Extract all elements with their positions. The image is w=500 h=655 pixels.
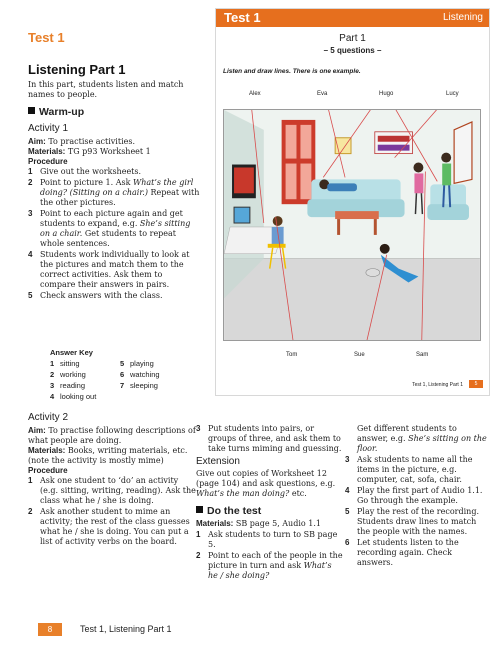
activity1-step: 1 Give out the worksheets. [28, 167, 142, 176]
intro-text: In this part, students listen and match names to people. [28, 80, 184, 99]
name-sam: Sam [416, 352, 429, 358]
answer-key-item: 5 playing [120, 359, 154, 368]
activity2-step: 2 Ask another student to mime an activity; the rest of the class guesses what he / she is doing. You can put a list of activity verbs on the board. [28, 507, 190, 546]
panel-footer-text: Test 1, Listening Part 1 [412, 382, 463, 388]
test-step: 2 Point to each of the people in the picture in turn and ask What’s he / she doing? [196, 551, 343, 580]
activity1-step: 3 Point to each picture again and get students to expand, e.g. She’s sitting on a chair. Get students to repeat whole sentences. [28, 209, 191, 248]
square-bullet-icon [196, 506, 203, 513]
part-heading: Listening Part 1 [28, 62, 126, 77]
answer-key-item: 7 sleeping [120, 381, 158, 390]
right-column: Get different students to answer, e.g. She’s sitting on the floor. 3 Ask students to name all the items in the picture, e.g. computer, cat, sofa, chair. 4 Play the first part of Audio 1.1. Go through the example. 5 Play the rest of the recording. Students draw lines to match the people with the names. 6 Let students listen to the recording again. Check answers. [345, 424, 487, 567]
activity1-step: 2 Point to picture 1. Ask What’s the girl doing? (Sitting on a chair.) Repeat with the other pictures. [28, 178, 200, 207]
answer-key-item: 2 working [50, 370, 86, 379]
answer-key-item: 1 sitting [50, 359, 80, 368]
do-test-heading: Do the test [196, 505, 344, 517]
student-book-page [215, 8, 490, 396]
page-footer-title: Test 1, Listening Part 1 [80, 624, 172, 634]
name-lucy: Lucy [446, 91, 459, 97]
square-bullet-icon [28, 107, 35, 114]
banner-listening-label: Listening [442, 12, 483, 23]
test-step: 5 Play the rest of the recording. Students draw lines to match the people with the names. [345, 507, 479, 536]
middle-column: 3 Put students into pairs, or groups of three, and ask them to take turns miming and guessing. Extension Give out copies of Worksheet 12 (page 104) and ask questions, e.g. What’s the man doing? etc. Do the test Materials: SB page 5, Audio 1.1 1 Ask students to turn to SB page 5. 2 Point to each of the people in the picture in turn and ask What’s he / she doing? [196, 424, 343, 580]
banner-test-label: Test 1 [224, 10, 261, 25]
activity2-step: 1 Ask one student to ‘do’ an activity (e.g. sitting, writing, reading). Ask the class what he / she is doing. [28, 476, 196, 505]
answer-key-title: Answer Key [50, 348, 93, 357]
page-number: 8 [38, 623, 62, 636]
extension-title: Extension [196, 456, 240, 467]
name-eva: Eva [317, 91, 328, 97]
test-step: 3 Ask students to name all the items in the picture, e.g. computer, cat, sofa, chair. [345, 455, 473, 484]
room-illustration [223, 109, 481, 341]
name-sue: Sue [354, 352, 365, 358]
answer-key-item: 6 watching [120, 370, 160, 379]
activity1-step: 4 Students work individually to look at the pictures and match them to the correct activities. Ask them to compare their answers in pairs. [28, 250, 190, 289]
name-alex: Alex [249, 91, 261, 97]
extension-text: Give out copies of Worksheet 12 (page 104) and ask questions, e.g. What’s the man doing? etc. [196, 469, 336, 498]
panel-page-number: 5 [469, 380, 483, 388]
name-tom: Tom [286, 352, 298, 358]
answer-key-item: 4 looking out [50, 392, 97, 401]
panel-questions: – 5 questions – [323, 46, 382, 55]
name-hugo: Hugo [379, 91, 394, 97]
test-step: 6 Let students listen to the recording again. Check answers. [345, 538, 459, 567]
activity2-title: Activity 2 [28, 412, 69, 423]
activity2-block: Aim: To practise following descriptions of what people are doing. Materials: Books, writing materials, etc. (note the activity is mostly mime) Procedure 1 Ask one student to ‘do’ an activity (e.g. sitting, writing, reading). Ask the class what he / she is doing. 2 Ask another student to mime an activity; the rest of the class guesses what he / she is doing. You can put a list of activity verbs on the board. [28, 426, 198, 548]
test-banner [216, 9, 489, 27]
test-step: 4 Play the first part of Audio 1.1. Go through the example. [345, 486, 483, 505]
panel-instruction: Listen and draw lines. There is one example. [223, 68, 361, 75]
test-step: 1 Ask students to turn to SB page 5. [196, 530, 338, 549]
test-heading: Test 1 [28, 30, 65, 45]
warmup-heading: Warm-up [28, 106, 84, 118]
activity1-block: Aim: To practise activities. Materials: TG p93 Worksheet 1 Procedure 1 Give out the worksheets. 2 Point to picture 1. Ask What’s the girl doing? (Sitting on a chair.) Repeat with the other pictures. 3 Point to each picture again and get students to expand, e.g. She’s sitting on a chair. Get students to repeat whole sentences. 4 Students work individually to look at the pictures and match them to the correct activities. Ask them to compare their answers in pairs. 5 Check answers with the class. [28, 137, 200, 300]
panel-part-title: Part 1 [339, 33, 366, 44]
activity1-title: Activity 1 [28, 123, 69, 134]
test-step: 3 Put students into pairs, or groups of three, and ask them to take turns miming and guessing. [196, 424, 342, 453]
activity1-step: 5 Check answers with the class. [28, 291, 163, 300]
answer-key-item: 3 reading [50, 381, 86, 390]
